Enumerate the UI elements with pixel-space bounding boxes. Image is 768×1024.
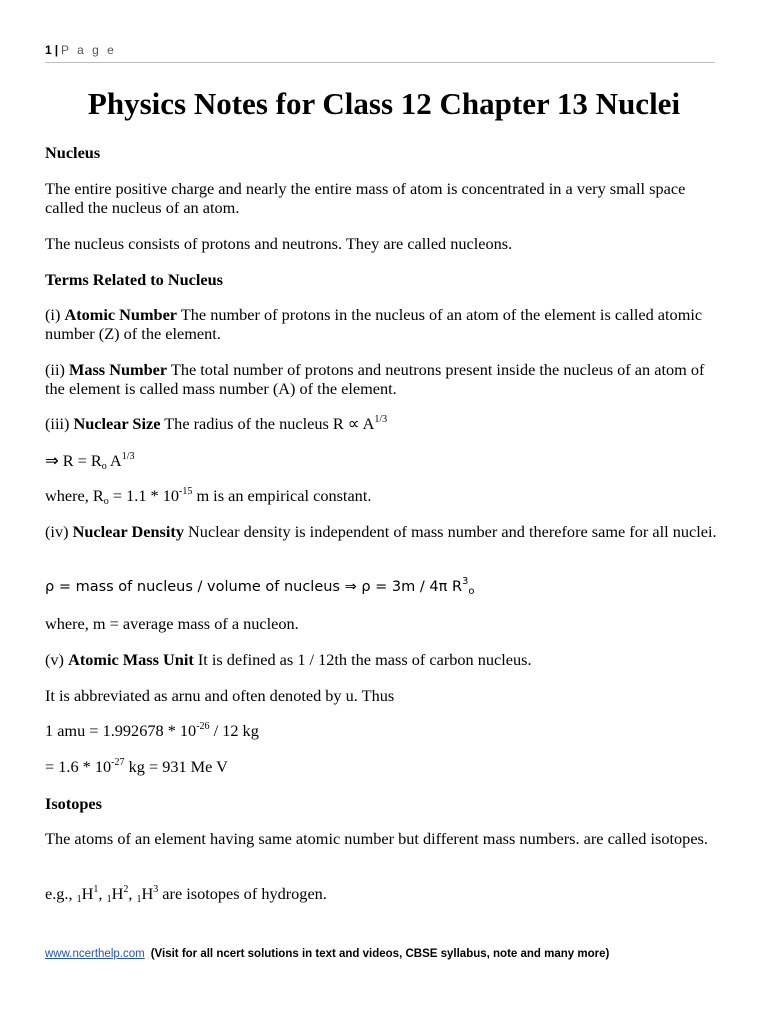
isotopes-paragraph: The atoms of an element having same atomic number but different mass numbers. are called isotopes. — [45, 829, 708, 848]
nucleus-heading: Nucleus — [45, 143, 101, 162]
atomic-number-definition: (i) Atomic Number The number of protons in the nucleus of an atom of the element is called atomic number (Z) of the element. — [45, 305, 703, 343]
nucleus-paragraph-1: The entire positive charge and nearly the entire mass of atom is concentrated in a very small space called the nucleus of an atom. — [45, 179, 686, 217]
nuclear-size-term: Nuclear Size — [73, 414, 161, 433]
isotopes-example: e.g., $_1H^1$, $_1H^2$, $_1H^3$ are isotopes of hydrogen. — [45, 884, 327, 905]
nucleon-mass-note: where, m = average mass of a nucleon. — [45, 614, 299, 633]
header-divider — [45, 62, 715, 63]
website-link[interactable]: www.ncerthelp.com — [45, 948, 145, 960]
terms-heading: Terms Related to Nucleus — [45, 270, 224, 289]
page-number: 1 — [45, 43, 52, 57]
page-header — [45, 43, 116, 57]
radius-formula: ⇒ $R = R_o$ $A^{1/3}$ — [45, 451, 135, 472]
atomic-number-term: Atomic Number — [64, 305, 178, 324]
isotopes-heading: Isotopes — [45, 794, 102, 813]
amu-equation-1: 1 amu = $1.992678 * 10^{-26} / 12$ kg — [45, 721, 259, 740]
amu-abbreviation: It is abbreviated as arnu and often denoted by u. Thus — [45, 686, 395, 705]
page-footer — [45, 948, 609, 960]
radius-constant: where, $R_o = 1.1 * 10^{-15}$ m is an empirical constant. — [45, 486, 372, 507]
amu-term: Atomic Mass Unit — [68, 650, 194, 669]
density-formula: ρ = mass of nucleus / volume of nucleus ⇒ ρ = 3m / 4π $R^3_o$ — [45, 576, 475, 597]
nucleus-paragraph-2: The nucleus consists of protons and neutrons. They are called nucleons. — [45, 234, 513, 253]
nuclear-size-definition: (iii) Nuclear Size The radius of the nucleus $R \propto A^{1/3}$ — [45, 414, 388, 433]
page-title: Physics Notes for Class 12 Chapter 13 Nuclei — [87, 86, 681, 121]
page-label: P a g e — [61, 43, 117, 57]
amu-equation-2: = $1.6 * 10^{-27}$ kg = 931 Me V — [45, 757, 228, 776]
footer-note: (Visit for all ncert solutions in text and videos, CBSE syllabus, note and many more) — [150, 948, 610, 960]
page-separator: | — [54, 43, 59, 57]
nuclear-density-term: Nuclear Density — [72, 522, 184, 541]
amu-definition: (v) Atomic Mass Unit It is defined as 1 / 12th the mass of carbon nucleus. — [45, 650, 532, 669]
mass-number-term: Mass Number — [68, 360, 168, 379]
mass-number-definition: (ii) Mass Number The total number of protons and neutrons present inside the nucleus of an atom of the element is called mass number (A) of the element. — [45, 360, 705, 398]
nuclear-density-definition: (iv) Nuclear Density Nuclear density is independent of mass number and therefore same for all nuclei. — [45, 522, 717, 541]
